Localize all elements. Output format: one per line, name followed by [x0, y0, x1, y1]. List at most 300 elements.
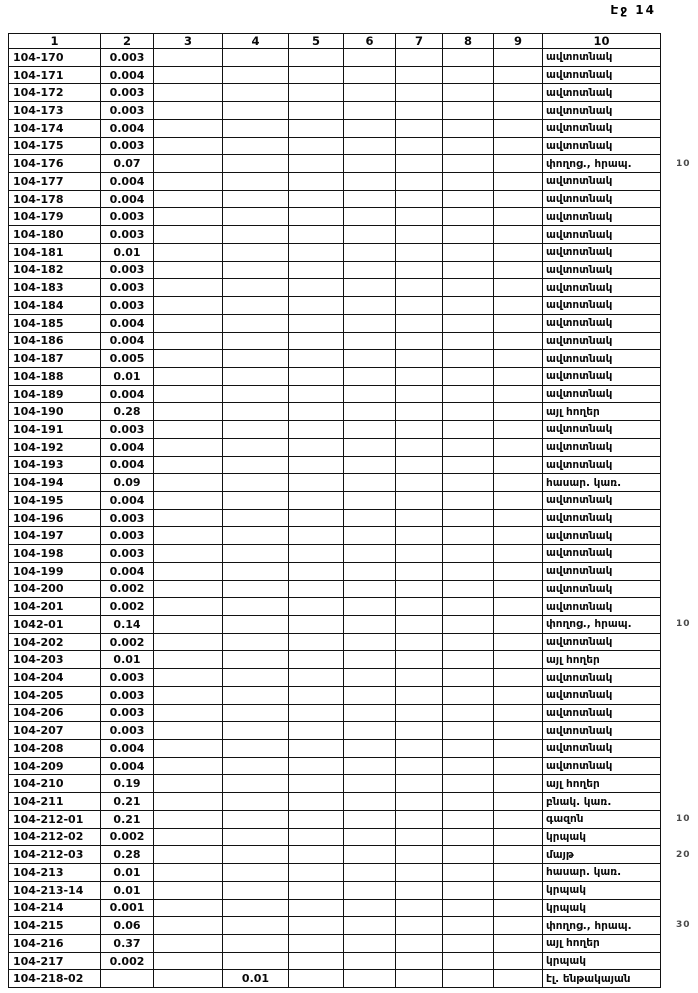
cell-area: 0.01: [101, 367, 154, 385]
cell-land-use: բնակ. կառ.: [543, 793, 661, 811]
cell-area: 0.002: [101, 633, 154, 651]
cell-parcel-id: 104-216: [9, 934, 101, 952]
column-header-3: 3: [154, 34, 223, 49]
cell-col8: [443, 155, 494, 173]
cell-land-use: ավտոտնակ: [543, 208, 661, 226]
cell-area: 0.004: [101, 385, 154, 403]
cell-col8: [443, 864, 494, 882]
cell-col8: [443, 226, 494, 244]
cell-col4: [223, 84, 289, 102]
cell-col8: [443, 385, 494, 403]
cell-col3: [154, 155, 223, 173]
cell-col5: [289, 456, 344, 474]
cell-col9: [494, 456, 543, 474]
cell-col7: [396, 775, 443, 793]
cell-col3: [154, 385, 223, 403]
cell-col8: [443, 421, 494, 439]
cell-col6: [344, 669, 396, 687]
cell-land-use: ավտոտնակ: [543, 279, 661, 297]
cell-land-use: ավտոտնակ: [543, 137, 661, 155]
cell-parcel-id: 104-215: [9, 917, 101, 935]
cell-col6: [344, 828, 396, 846]
table-row: [9, 438, 661, 456]
cell-col6: [344, 952, 396, 970]
cell-col4: [223, 616, 289, 634]
cell-col5: [289, 917, 344, 935]
cell-col9: [494, 828, 543, 846]
cell-col9: [494, 651, 543, 669]
cell-col8: [443, 740, 494, 758]
cell-col3: [154, 846, 223, 864]
table-row: [9, 421, 661, 439]
cell-col6: [344, 367, 396, 385]
cell-col3: [154, 297, 223, 315]
cell-land-use: ավտոտնակ: [543, 173, 661, 191]
table-row: [9, 704, 661, 722]
cell-col8: [443, 616, 494, 634]
table-row: [9, 243, 661, 261]
cell-col4: [223, 367, 289, 385]
cell-col5: [289, 704, 344, 722]
cell-area: 0.004: [101, 740, 154, 758]
cell-col7: [396, 438, 443, 456]
cell-col9: [494, 66, 543, 84]
cell-land-use: հասար. կառ.: [543, 474, 661, 492]
margin-mark: 10: [676, 158, 691, 169]
column-header-10: 10: [543, 34, 661, 49]
cell-parcel-id: 104-213-14: [9, 881, 101, 899]
cell-col7: [396, 84, 443, 102]
cell-area: 0.003: [101, 509, 154, 527]
cell-col8: [443, 49, 494, 67]
cell-col4: [223, 864, 289, 882]
cell-col7: [396, 899, 443, 917]
cell-col6: [344, 722, 396, 740]
table-row: [9, 208, 661, 226]
cell-area: 0.003: [101, 527, 154, 545]
cell-col6: [344, 881, 396, 899]
cell-parcel-id: 104-181: [9, 243, 101, 261]
cell-col9: [494, 297, 543, 315]
cell-col6: [344, 173, 396, 191]
cell-parcel-id: 104-206: [9, 704, 101, 722]
cell-col6: [344, 491, 396, 509]
cell-col6: [344, 740, 396, 758]
cell-col3: [154, 49, 223, 67]
cell-col6: [344, 562, 396, 580]
cell-land-use: ավտոտնակ: [543, 119, 661, 137]
cell-land-use: այլ հողեր: [543, 934, 661, 952]
cell-col5: [289, 49, 344, 67]
cell-parcel-id: 104-184: [9, 297, 101, 315]
cell-land-use: ավտոտնակ: [543, 509, 661, 527]
table-row: [9, 970, 661, 988]
cell-col7: [396, 633, 443, 651]
cell-parcel-id: 104-180: [9, 226, 101, 244]
cell-parcel-id: 104-191: [9, 421, 101, 439]
cell-col3: [154, 226, 223, 244]
margin-mark: 30: [676, 920, 691, 931]
margin-mark: 10: [676, 619, 691, 630]
cell-col4: [223, 119, 289, 137]
column-header-2: 2: [101, 34, 154, 49]
cell-col3: [154, 403, 223, 421]
cell-col7: [396, 155, 443, 173]
cell-col3: [154, 261, 223, 279]
cell-col5: [289, 775, 344, 793]
cell-col7: [396, 385, 443, 403]
cell-col8: [443, 102, 494, 120]
cell-col9: [494, 155, 543, 173]
cell-area: 0.01: [101, 864, 154, 882]
cell-col3: [154, 66, 223, 84]
table-row: [9, 190, 661, 208]
cell-col3: [154, 740, 223, 758]
cell-col5: [289, 367, 344, 385]
cell-col9: [494, 279, 543, 297]
cell-col5: [289, 119, 344, 137]
cell-col8: [443, 456, 494, 474]
cell-area: 0.004: [101, 66, 154, 84]
cell-col5: [289, 279, 344, 297]
cell-col5: [289, 509, 344, 527]
cell-land-use: ավտոտնակ: [543, 686, 661, 704]
cell-col9: [494, 102, 543, 120]
cell-area: 0.28: [101, 846, 154, 864]
cell-col3: [154, 580, 223, 598]
cell-col4: [223, 633, 289, 651]
cell-col6: [344, 49, 396, 67]
cell-land-use: ավտոտնակ: [543, 49, 661, 67]
cell-land-use: այլ հողեր: [543, 651, 661, 669]
cell-area: 0.003: [101, 669, 154, 687]
cell-col9: [494, 261, 543, 279]
cell-col7: [396, 491, 443, 509]
cell-col4: [223, 881, 289, 899]
cell-col6: [344, 66, 396, 84]
cell-area: 0.002: [101, 828, 154, 846]
table-row: [9, 828, 661, 846]
cell-area: 0.09: [101, 474, 154, 492]
cell-col7: [396, 509, 443, 527]
cell-land-use: ավտոտնակ: [543, 102, 661, 120]
cell-col8: [443, 952, 494, 970]
cell-parcel-id: 104-176: [9, 155, 101, 173]
cell-col3: [154, 775, 223, 793]
cell-col8: [443, 669, 494, 687]
cell-col9: [494, 385, 543, 403]
cell-area: 0.004: [101, 173, 154, 191]
cell-col3: [154, 173, 223, 191]
column-header-8: 8: [443, 34, 494, 49]
cell-col9: [494, 740, 543, 758]
cell-col6: [344, 190, 396, 208]
cell-col6: [344, 970, 396, 988]
cell-col6: [344, 226, 396, 244]
cell-col5: [289, 970, 344, 988]
cell-col9: [494, 545, 543, 563]
cell-col4: [223, 243, 289, 261]
cell-col9: [494, 757, 543, 775]
cell-col5: [289, 686, 344, 704]
cell-col4: [223, 66, 289, 84]
cell-col7: [396, 350, 443, 368]
cell-col3: [154, 545, 223, 563]
cell-col3: [154, 102, 223, 120]
cell-col3: [154, 190, 223, 208]
cell-land-use: ավտոտնակ: [543, 456, 661, 474]
cell-col6: [344, 421, 396, 439]
cell-col4: [223, 598, 289, 616]
cell-col3: [154, 598, 223, 616]
cell-col9: [494, 669, 543, 687]
cell-parcel-id: 104-187: [9, 350, 101, 368]
column-header-7: 7: [396, 34, 443, 49]
cell-col6: [344, 208, 396, 226]
cell-col7: [396, 846, 443, 864]
cell-col7: [396, 580, 443, 598]
cell-col6: [344, 332, 396, 350]
cell-parcel-id: 104-183: [9, 279, 101, 297]
table-row: [9, 350, 661, 368]
cell-area: 0.003: [101, 137, 154, 155]
cell-col5: [289, 669, 344, 687]
cell-col5: [289, 864, 344, 882]
cell-col8: [443, 846, 494, 864]
cell-col4: [223, 474, 289, 492]
table-row: [9, 722, 661, 740]
cell-col3: [154, 314, 223, 332]
cell-col6: [344, 793, 396, 811]
cell-col6: [344, 864, 396, 882]
cell-col9: [494, 49, 543, 67]
cell-col4: [223, 934, 289, 952]
cell-col6: [344, 102, 396, 120]
cell-col5: [289, 385, 344, 403]
cell-col4: [223, 314, 289, 332]
cell-col6: [344, 846, 396, 864]
cell-land-use: ավտոտնակ: [543, 350, 661, 368]
cell-col9: [494, 367, 543, 385]
cell-parcel-id: 104-200: [9, 580, 101, 598]
cell-parcel-id: 104-199: [9, 562, 101, 580]
cell-col9: [494, 934, 543, 952]
cell-col3: [154, 137, 223, 155]
cell-col4: [223, 137, 289, 155]
cell-col4: [223, 509, 289, 527]
cell-area: 0.003: [101, 84, 154, 102]
cell-col7: [396, 527, 443, 545]
cell-col8: [443, 722, 494, 740]
cell-col6: [344, 279, 396, 297]
cell-land-use: ավտոտնակ: [543, 243, 661, 261]
cell-col7: [396, 562, 443, 580]
table-row: [9, 616, 661, 634]
cell-col8: [443, 545, 494, 563]
cell-col9: [494, 864, 543, 882]
cell-col6: [344, 137, 396, 155]
cell-col3: [154, 793, 223, 811]
cell-land-use: կրպակ: [543, 828, 661, 846]
cell-area: 0.06: [101, 917, 154, 935]
table-row: [9, 491, 661, 509]
table-row: [9, 740, 661, 758]
cell-col8: [443, 243, 494, 261]
cell-col9: [494, 722, 543, 740]
cell-col7: [396, 828, 443, 846]
page-number: Էջ 14: [610, 3, 656, 17]
cell-col9: [494, 438, 543, 456]
cell-col4: [223, 846, 289, 864]
cell-area: 0.001: [101, 899, 154, 917]
table-row: [9, 367, 661, 385]
cell-col4: [223, 438, 289, 456]
cell-col8: [443, 367, 494, 385]
cell-land-use: ավտոտնակ: [543, 704, 661, 722]
table-row: [9, 261, 661, 279]
column-header-5: 5: [289, 34, 344, 49]
cell-col9: [494, 881, 543, 899]
cell-parcel-id: 104-201: [9, 598, 101, 616]
cell-parcel-id: 104-197: [9, 527, 101, 545]
table-row: [9, 84, 661, 102]
cell-col6: [344, 810, 396, 828]
cell-col3: [154, 864, 223, 882]
cell-col3: [154, 491, 223, 509]
cell-col8: [443, 261, 494, 279]
table-row: [9, 226, 661, 244]
cell-col9: [494, 314, 543, 332]
table-row: [9, 952, 661, 970]
table-row: [9, 686, 661, 704]
cell-col3: [154, 438, 223, 456]
cell-col5: [289, 598, 344, 616]
cell-parcel-id: 104-218-02: [9, 970, 101, 988]
cell-col7: [396, 314, 443, 332]
cell-col3: [154, 474, 223, 492]
cell-land-use: ավտոտնակ: [543, 722, 661, 740]
cell-col8: [443, 775, 494, 793]
cell-col9: [494, 243, 543, 261]
cell-col4: [223, 190, 289, 208]
cell-area: 0.004: [101, 456, 154, 474]
cell-col7: [396, 421, 443, 439]
cell-col8: [443, 350, 494, 368]
cell-col9: [494, 562, 543, 580]
column-header-1: 1: [9, 34, 101, 49]
cell-col3: [154, 208, 223, 226]
cell-col9: [494, 793, 543, 811]
table-row: [9, 598, 661, 616]
cell-col7: [396, 810, 443, 828]
cell-col7: [396, 757, 443, 775]
cell-col6: [344, 84, 396, 102]
cell-parcel-id: 104-202: [9, 633, 101, 651]
cell-col7: [396, 545, 443, 563]
cell-col9: [494, 580, 543, 598]
table-header: [9, 34, 661, 49]
cell-col8: [443, 970, 494, 988]
header-row: [9, 34, 661, 49]
cell-col3: [154, 828, 223, 846]
cell-parcel-id: 104-170: [9, 49, 101, 67]
table-row: [9, 385, 661, 403]
cell-parcel-id: 104-195: [9, 491, 101, 509]
table-row: [9, 633, 661, 651]
cell-col3: [154, 757, 223, 775]
cell-land-use: փողոց., հրապ.: [543, 616, 661, 634]
cell-land-use: ավտոտնակ: [543, 491, 661, 509]
cell-col8: [443, 828, 494, 846]
cell-col5: [289, 155, 344, 173]
cell-parcel-id: 104-174: [9, 119, 101, 137]
cell-col5: [289, 190, 344, 208]
cell-col6: [344, 297, 396, 315]
table-row: [9, 562, 661, 580]
cell-area: 0.004: [101, 491, 154, 509]
cell-col3: [154, 332, 223, 350]
cell-col7: [396, 403, 443, 421]
cell-col7: [396, 881, 443, 899]
cell-area: 0.003: [101, 704, 154, 722]
cell-col4: [223, 173, 289, 191]
table-row: [9, 793, 661, 811]
cell-col4: [223, 562, 289, 580]
cell-col6: [344, 385, 396, 403]
cell-col8: [443, 66, 494, 84]
cell-col6: [344, 934, 396, 952]
cell-col7: [396, 243, 443, 261]
cell-col6: [344, 509, 396, 527]
cell-col5: [289, 66, 344, 84]
cell-land-use: փողոց., հրապ.: [543, 917, 661, 935]
cell-col4: [223, 952, 289, 970]
cell-land-use: ավտոտնակ: [543, 226, 661, 244]
cell-area: 0.004: [101, 438, 154, 456]
cell-col7: [396, 864, 443, 882]
cell-col6: [344, 917, 396, 935]
table-row: [9, 917, 661, 935]
cell-col4: [223, 686, 289, 704]
cell-parcel-id: 104-198: [9, 545, 101, 563]
cell-land-use: փողոց., հրապ.: [543, 155, 661, 173]
cell-land-use: ավտոտնակ: [543, 421, 661, 439]
cell-col5: [289, 314, 344, 332]
cell-col3: [154, 509, 223, 527]
cell-col4: 0.01: [223, 970, 289, 988]
margin-mark: 20: [676, 849, 691, 860]
cell-col5: [289, 332, 344, 350]
cell-col9: [494, 474, 543, 492]
cell-col7: [396, 261, 443, 279]
cell-col4: [223, 669, 289, 687]
cell-col5: [289, 474, 344, 492]
table-row: [9, 173, 661, 191]
cell-area: 0.002: [101, 598, 154, 616]
table-row: [9, 651, 661, 669]
cell-col9: [494, 119, 543, 137]
cell-col5: [289, 828, 344, 846]
cell-parcel-id: 104-193: [9, 456, 101, 474]
cell-land-use: ավտոտնակ: [543, 261, 661, 279]
cell-col7: [396, 456, 443, 474]
cell-col6: [344, 580, 396, 598]
table-row: [9, 119, 661, 137]
cell-col8: [443, 899, 494, 917]
cell-col9: [494, 970, 543, 988]
cell-col8: [443, 810, 494, 828]
cell-col8: [443, 474, 494, 492]
